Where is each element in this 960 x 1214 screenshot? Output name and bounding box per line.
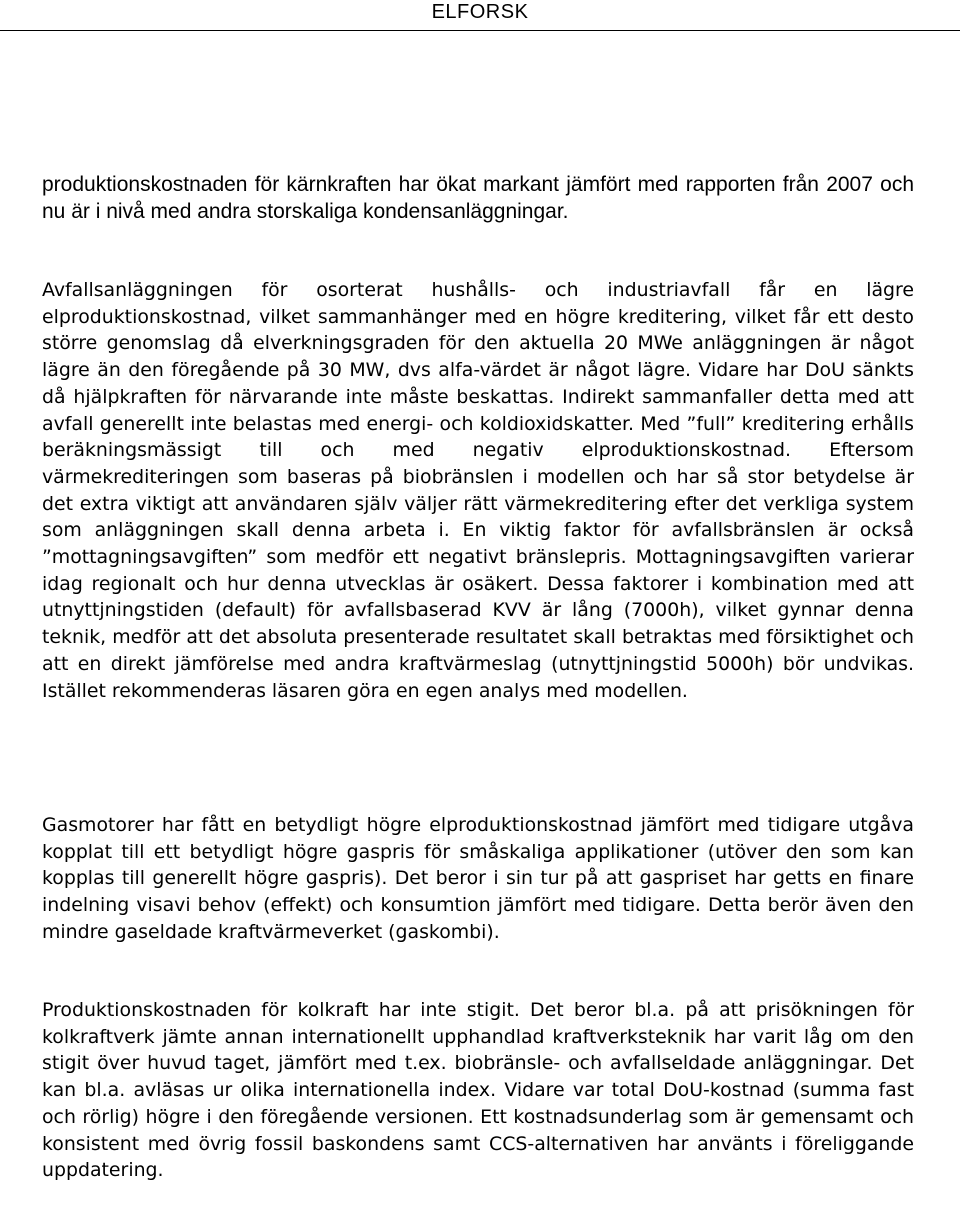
paragraph-3 — [42, 812, 914, 946]
paragraph-text: produktionskostnaden för kärnkraften har ökat markant jämfört med rapporten från 2007 och nu är i nivå med andra storskaliga kondensanläggningar. — [42, 173, 914, 223]
paragraph-2 — [42, 277, 914, 704]
header-title: ELFORSK — [431, 1, 529, 23]
paragraph-4 — [42, 997, 914, 1184]
paragraph-text: Avfallsanläggningen för osorterat hushålls- och industriavfall får en lägre elproduktionskostnad, vilket sammanhänger med en högre kreditering, vilket får ett desto större genomslag då elverkningsgraden för den aktuella 20 MWe anläggningen är något lägre än den föregående på 30 MW, dvs alfa-värdet är något lägre. Vidare har DoU sänkts då hjälpkraften för närvarande inte måste beskattas. Indirekt sammanfaller detta med att avfall generellt inte belastas med energi- och koldioxidskatter. Med ”full” kreditering erhålls beräkningsmässigt till och med negativ elproduktionskostnad. Eftersom värmekrediteringen som baseras på biobränslen i modellen och har så stor betydelse är det extra viktigt att användaren själv väljer rätt värmekreditering efter det verkliga system som anläggningen skall denna arbeta i. En viktig faktor för avfallsbränslen är också ”mottagningsavgiften” som medför ett negativt bränslepris. Mottagningsavgiften varierar idag regionalt och hur denna utvecklas är osäkert. Dessa faktorer i kombination med att utnyttjningstiden (default) för avfallsbaserad KVV är lång (7000h), vilket gynnar denna teknik, medför att det absoluta presenterade resultatet skall betraktas med försiktighet och att en direkt jämförelse med andra kraftvärmeslag (utnyttjningstid 5000h) bör undvikas. Istället rekommenderas läsaren göra en egen analys med modellen. — [42, 279, 914, 702]
page-header — [0, 0, 960, 31]
paragraph-text: Gasmotorer har fått en betydligt högre elproduktionskostnad jämfört med tidigare utgåva kopplat till ett betydligt högre gaspris för småskaliga applikationer (utöver den som kan kopplas till generellt högre gaspris). Det beror i sin tur på att gaspriset har getts en finare indelning visavi behov (effekt) och konsumtion jämfört med tidigare. Detta berör även den mindre gaseldade kraftvärmeverket (gaskombi). — [42, 814, 914, 943]
paragraph-1 — [42, 171, 914, 225]
paragraph-text: Produktionskostnaden för kolkraft har inte stigit. Det beror bl.a. på att prisökningen för kolkraftverk jämte annan internationellt upphandlad kraftverksteknik har varit låg om den stigit över huvud taget, jämfört med t.ex. biobränsle- och avfallseldade anläggningar. Det kan bl.a. avläsas ur olika internationella index. Vidare var total DoU-kostnad (summa fast och rörlig) högre i den föregående versionen. Ett kostnadsunderlag som är gemensamt och konsistent med övrig fossil baskondens samt CCS-alternativen har använts i föreliggande uppdatering. — [42, 999, 914, 1182]
